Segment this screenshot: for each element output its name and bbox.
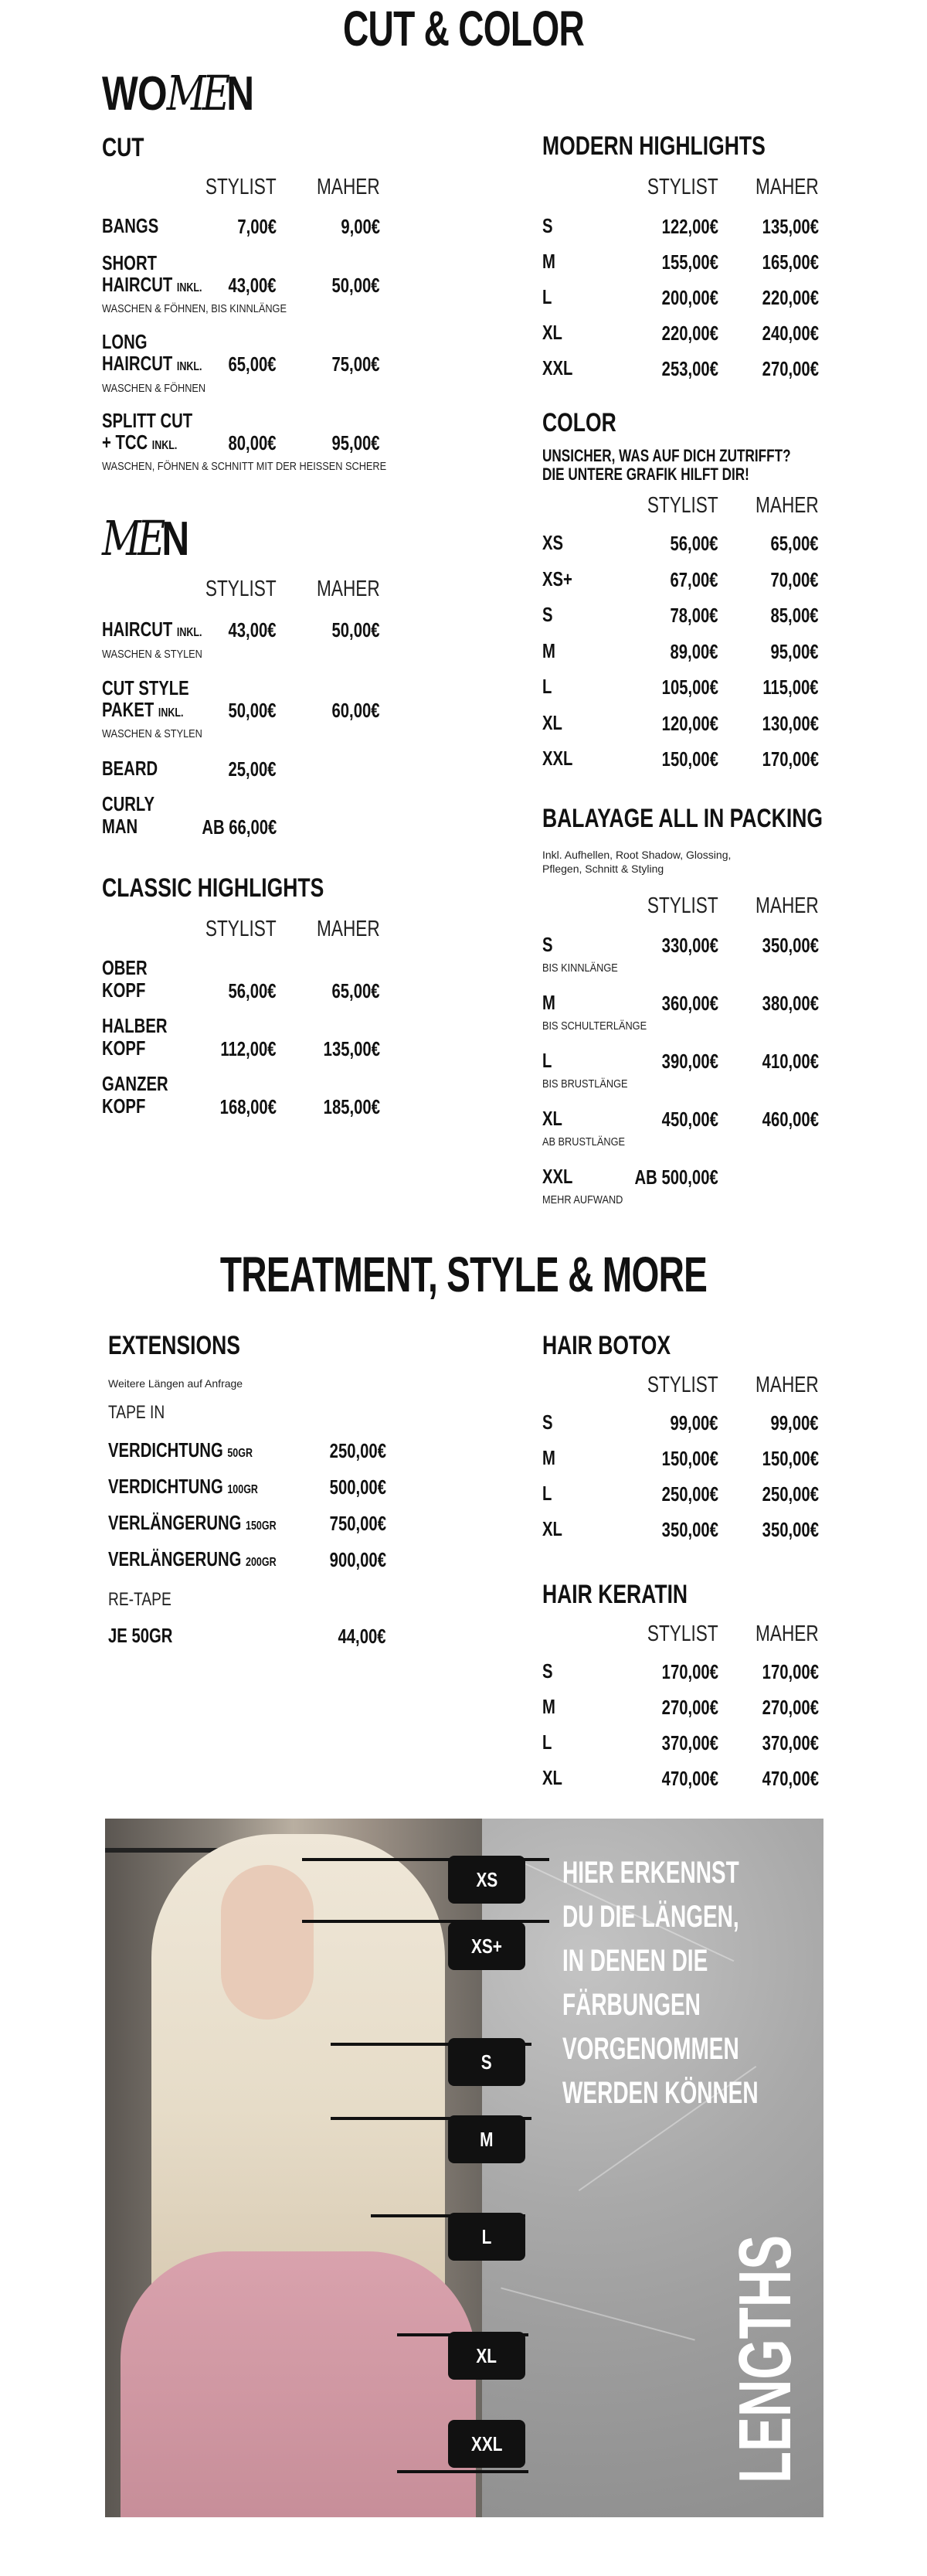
women-stylist-header: STYLIST — [205, 175, 277, 199]
balayage-row-stylist: 450,00€ — [661, 1108, 718, 1131]
balayage-row-size: XXL — [542, 1165, 573, 1188]
classic-row-label: GANZER — [102, 1072, 168, 1095]
men-row-stylist: AB 66,00€ — [202, 815, 277, 839]
botox-heading: HAIR BOTOX — [542, 1331, 671, 1360]
classic-row-stylist: 56,00€ — [228, 979, 277, 1002]
balayage-row-size: S — [542, 933, 553, 956]
classic-row-label: HALBER — [102, 1014, 168, 1037]
botox-row-stylist: 99,00€ — [670, 1411, 718, 1434]
men-logo: MEN — [102, 510, 189, 567]
lengths-graphic — [105, 1819, 823, 2517]
length-tag-m: M — [448, 2115, 525, 2163]
keratin-row-stylist: 170,00€ — [661, 1660, 718, 1683]
modern-row-stylist: 220,00€ — [661, 322, 718, 345]
page-title-cut-color: CUT & COLOR — [342, 1, 585, 56]
women-row-note: WASCHEN & FÖHNEN — [102, 382, 206, 395]
men-row-note: WASCHEN & STYLEN — [102, 727, 202, 740]
modern-row-size: S — [542, 214, 553, 237]
classic-row-maher: 135,00€ — [323, 1037, 380, 1060]
classic-row-maher: 65,00€ — [331, 979, 380, 1002]
classic-row-stylist: 112,00€ — [220, 1037, 277, 1060]
balayage-note-2: Pflegen, Schnitt & Styling — [542, 863, 664, 875]
extensions-heading: EXTENSIONS — [108, 1331, 240, 1360]
men-row-maher: 60,00€ — [331, 699, 380, 722]
color-row-maher: 70,00€ — [770, 567, 819, 591]
classic-row-label: KOPF — [102, 1094, 146, 1118]
men-row-stylist: 25,00€ — [228, 757, 277, 781]
color-row-maher: 95,00€ — [770, 639, 819, 663]
length-tag-l: L — [448, 2213, 525, 2261]
length-tag-xs: XS — [448, 1856, 525, 1904]
extension-row-price: 500,00€ — [329, 1475, 386, 1499]
women-row-stylist: 43,00€ — [228, 274, 277, 297]
women-logo: WOMEN — [102, 65, 254, 121]
extension-row-price: 250,00€ — [329, 1439, 386, 1462]
modern-row-maher: 270,00€ — [762, 357, 819, 380]
classic-row-label: KOPF — [102, 978, 146, 1002]
men-row-label: PAKET INKL. — [102, 698, 184, 721]
balayage-row-stylist: 390,00€ — [661, 1050, 718, 1073]
men-row-label: HAIRCUT INKL. — [102, 618, 202, 641]
modern-row-maher: 240,00€ — [762, 322, 819, 345]
modern-row-stylist: 155,00€ — [661, 250, 718, 274]
color-row-stylist: 67,00€ — [670, 567, 718, 591]
balayage-row-note: BIS SCHULTERLÄNGE — [542, 1019, 647, 1033]
color-row-size: L — [542, 675, 552, 698]
botox-row-maher: 350,00€ — [762, 1518, 819, 1541]
botox-row-maher: 150,00€ — [762, 1447, 819, 1470]
keratin-maher-header: MAHER — [756, 1621, 819, 1646]
color-note-2: DIE UNTERE GRAFIK HILFT DIR! — [542, 464, 749, 484]
modern-row-stylist: 200,00€ — [661, 286, 718, 309]
men-row-stylist: 43,00€ — [228, 618, 277, 641]
keratin-row-stylist: 470,00€ — [661, 1767, 718, 1790]
classic-row-label: KOPF — [102, 1036, 146, 1060]
balayage-row-maher: 410,00€ — [762, 1050, 819, 1073]
women-row-stylist: 65,00€ — [228, 352, 277, 376]
women-row-label: LONG — [102, 330, 148, 353]
women-row-maher: 50,00€ — [331, 274, 380, 297]
balayage-row-size: L — [542, 1049, 552, 1072]
classic-row-stylist: 168,00€ — [219, 1095, 277, 1118]
women-row-maher: 75,00€ — [331, 352, 380, 376]
men-row-label: BEARD — [102, 757, 158, 780]
modern-row-size: XXL — [542, 356, 573, 379]
modern-row-size: M — [542, 250, 555, 273]
modern-row-size: L — [542, 285, 552, 308]
women-row-label: HAIRCUT INKL. — [102, 273, 202, 296]
keratin-row-size: M — [542, 1695, 555, 1718]
classic-row-label: OBER — [102, 956, 148, 979]
women-row-stylist: 80,00€ — [228, 431, 277, 454]
botox-row-size: S — [542, 1411, 553, 1434]
balayage-heading: BALAYAGE ALL IN PACKING — [542, 804, 823, 833]
color-row-size: XS — [542, 531, 564, 554]
classic-maher-header: MAHER — [317, 917, 380, 941]
balayage-row-note: MEHR AUFWAND — [542, 1193, 623, 1206]
color-row-size: XS+ — [542, 567, 572, 590]
balayage-row-maher: 460,00€ — [762, 1108, 819, 1131]
modern-row-stylist: 253,00€ — [661, 357, 718, 380]
women-row-label: + TCC INKL. — [102, 430, 178, 454]
classic-heading: CLASSIC HIGHLIGHTS — [102, 873, 324, 903]
color-row-stylist: 89,00€ — [670, 639, 718, 663]
women-row-label: SHORT — [102, 251, 157, 274]
length-tag-xl: XL — [448, 2332, 525, 2380]
women-row-maher: 9,00€ — [341, 215, 380, 238]
keratin-row-size: XL — [542, 1766, 562, 1789]
extension-row-price: 750,00€ — [329, 1512, 386, 1535]
color-stylist-header: STYLIST — [647, 493, 718, 518]
botox-row-maher: 250,00€ — [762, 1482, 819, 1506]
men-stylist-header: STYLIST — [205, 577, 277, 601]
keratin-row-maher: 170,00€ — [762, 1660, 819, 1683]
women-row-label: BANGS — [102, 214, 159, 237]
men-row-label: MAN — [102, 815, 138, 838]
women-row-label: HAIRCUT INKL. — [102, 352, 202, 375]
women-row-label: SPLITT CUT — [102, 409, 193, 432]
botox-row-stylist: 350,00€ — [661, 1518, 718, 1541]
color-row-maher: 115,00€ — [762, 675, 819, 699]
modern-row-size: XL — [542, 321, 562, 344]
color-heading: COLOR — [542, 408, 616, 437]
color-row-maher: 65,00€ — [770, 532, 819, 555]
color-row-maher: 170,00€ — [762, 747, 819, 771]
botox-row-stylist: 250,00€ — [661, 1482, 718, 1506]
keratin-row-maher: 470,00€ — [762, 1767, 819, 1790]
botox-row-maher: 99,00€ — [770, 1411, 819, 1434]
color-row-size: XXL — [542, 747, 573, 770]
tape-in-label: TAPE IN — [108, 1402, 165, 1423]
men-row-label: CURLY — [102, 792, 154, 815]
lengths-vertical-title: LENGTHS — [724, 2234, 806, 2483]
color-note-1: UNSICHER, WAS AUF DICH ZUTRIFFT? — [542, 446, 791, 465]
balayage-row-size: XL — [542, 1107, 562, 1130]
classic-stylist-header: STYLIST — [205, 917, 277, 941]
men-row-note: WASCHEN & STYLEN — [102, 648, 202, 661]
women-row-note: WASCHEN, FÖHNEN & SCHNITT MIT DER HEISSEN SCHERE — [102, 460, 387, 473]
women-cut-heading: CUT — [102, 133, 144, 162]
color-row-maher: 130,00€ — [762, 711, 819, 735]
modern-row-maher: 220,00€ — [762, 286, 819, 309]
color-row-size: S — [542, 603, 553, 626]
model-photo — [105, 1819, 482, 2517]
balayage-note-1: Inkl. Aufhellen, Root Shadow, Glossing, — [542, 849, 732, 861]
modern-row-stylist: 122,00€ — [661, 215, 718, 238]
extension-row-price: 900,00€ — [329, 1548, 386, 1571]
women-row-maher: 95,00€ — [331, 431, 380, 454]
keratin-row-maher: 270,00€ — [762, 1696, 819, 1719]
color-row-size: XL — [542, 710, 562, 734]
extension-row-label: VERDICHTUNG 100GR — [108, 1475, 258, 1498]
modern-row-maher: 165,00€ — [762, 250, 819, 274]
length-tag-xxl: XXL — [448, 2420, 525, 2468]
color-row-maher: 85,00€ — [770, 604, 819, 627]
keratin-row-maher: 370,00€ — [762, 1731, 819, 1754]
retape-label: RE-TAPE — [108, 1589, 171, 1610]
modern-heading: MODERN HIGHLIGHTS — [542, 131, 766, 161]
page-title-treatment: TREATMENT, STYLE & MORE — [219, 1247, 708, 1302]
botox-stylist-header: STYLIST — [647, 1373, 718, 1397]
women-maher-header: MAHER — [317, 175, 380, 199]
color-row-size: M — [542, 638, 555, 662]
modern-row-maher: 135,00€ — [762, 215, 819, 238]
classic-row-maher: 185,00€ — [323, 1095, 380, 1118]
keratin-row-stylist: 270,00€ — [661, 1696, 718, 1719]
keratin-heading: HAIR KERATIN — [542, 1580, 688, 1609]
keratin-row-stylist: 370,00€ — [661, 1731, 718, 1754]
balayage-stylist-header: STYLIST — [647, 893, 718, 918]
keratin-row-size: L — [542, 1730, 552, 1754]
extensions-note: Weitere Längen auf Anfrage — [108, 1377, 243, 1390]
color-maher-header: MAHER — [756, 493, 819, 518]
balayage-row-note: BIS KINNLÄNGE — [542, 961, 618, 975]
color-row-stylist: 150,00€ — [661, 747, 718, 771]
botox-row-stylist: 150,00€ — [661, 1447, 718, 1470]
balayage-row-stylist: 360,00€ — [661, 992, 718, 1015]
extension-row-label: VERLÄNGERUNG 200GR — [108, 1547, 277, 1570]
lengths-info-text: HIER ERKENNST DU DIE LÄNGEN, IN DENEN DIE FÄRBUNGEN VORGENOMMEN WERDEN KÖNNEN — [562, 1856, 759, 2110]
women-row-stylist: 7,00€ — [237, 215, 277, 238]
men-row-label: CUT STYLE — [102, 676, 189, 699]
face-shape — [221, 1865, 314, 2020]
color-row-stylist: 105,00€ — [661, 675, 718, 699]
extension-row-label: VERLÄNGERUNG 150GR — [108, 1511, 277, 1534]
balayage-row-maher: 380,00€ — [762, 992, 819, 1015]
length-tag-s: S — [448, 2038, 525, 2086]
modern-maher-header: MAHER — [756, 175, 819, 199]
botox-maher-header: MAHER — [756, 1373, 819, 1397]
retape-row-label: JE 50GR — [108, 1624, 173, 1647]
botox-row-size: XL — [542, 1517, 562, 1540]
men-row-maher: 50,00€ — [331, 618, 380, 641]
retape-row-price: 44,00€ — [338, 1625, 386, 1648]
botox-row-size: L — [542, 1482, 552, 1505]
balayage-row-note: AB BRUSTLÄNGE — [542, 1135, 625, 1148]
length-line — [397, 2470, 528, 2473]
shirt-shape — [121, 2251, 476, 2517]
balayage-row-stylist: 330,00€ — [661, 934, 718, 957]
color-row-stylist: 120,00€ — [661, 711, 718, 735]
length-tag-xs-plus: XS+ — [448, 1922, 525, 1970]
extension-row-label: VERDICHTUNG 50GR — [108, 1438, 253, 1462]
keratin-row-size: S — [542, 1659, 553, 1683]
balayage-row-size: M — [542, 991, 555, 1014]
keratin-stylist-header: STYLIST — [647, 1621, 718, 1646]
balayage-maher-header: MAHER — [756, 893, 819, 918]
color-row-stylist: 56,00€ — [670, 532, 718, 555]
color-row-stylist: 78,00€ — [670, 604, 718, 627]
balayage-row-stylist: AB 500,00€ — [634, 1165, 718, 1189]
modern-stylist-header: STYLIST — [647, 175, 718, 199]
botox-row-size: M — [542, 1446, 555, 1469]
men-row-stylist: 50,00€ — [228, 699, 277, 722]
balayage-row-maher: 350,00€ — [762, 934, 819, 957]
men-maher-header: MAHER — [317, 577, 380, 601]
women-row-note: WASCHEN & FÖHNEN, BIS KINNLÄNGE — [102, 302, 287, 315]
balayage-row-note: BIS BRUSTLÄNGE — [542, 1077, 628, 1091]
